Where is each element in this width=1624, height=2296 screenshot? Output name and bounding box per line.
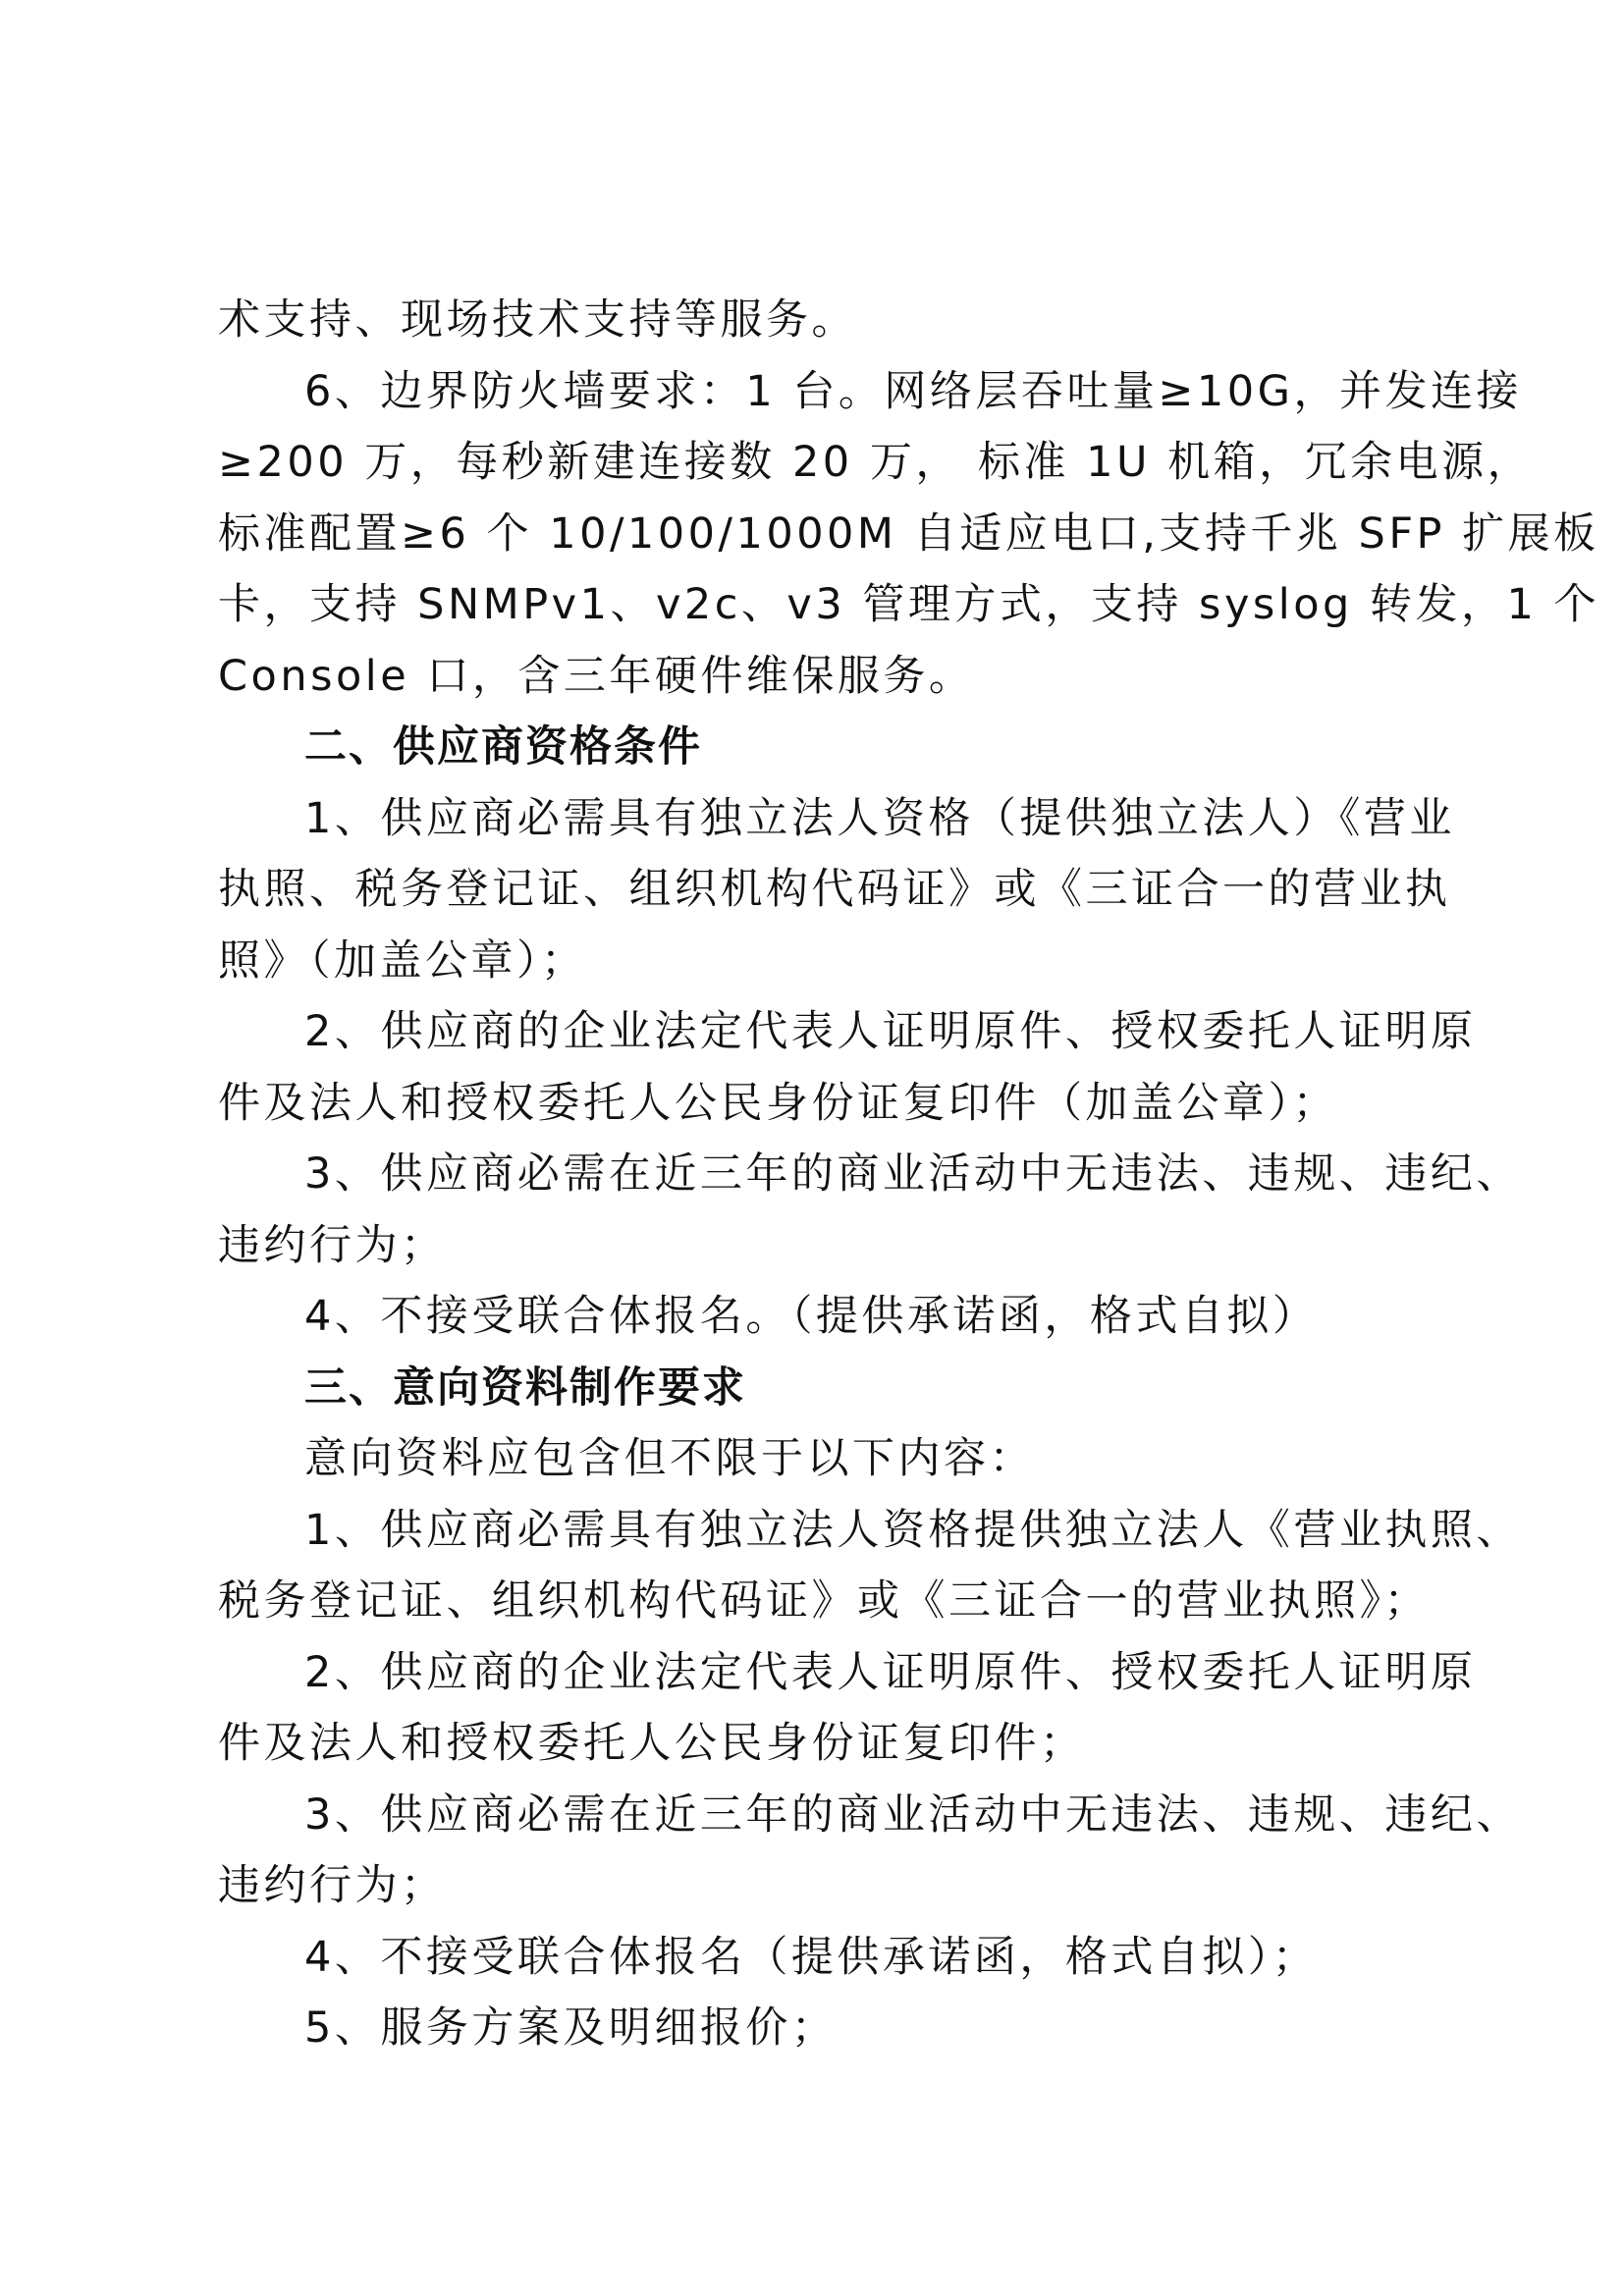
section-heading-supplier-qualifications: 二、供应商资格条件: [304, 722, 702, 772]
requirement-item-2-cont: 件及法人和授权委托人公民身份证复印件；: [218, 1719, 1086, 1768]
item-firewall-requirement-cont: ≥200 万，每秒新建连接数 20 万， 标准 1U 机箱，冗余电源，: [218, 438, 1534, 487]
qualification-item-1-cont: 照》（加盖公章）；: [218, 935, 587, 986]
requirement-item-2: 2、供应商的企业法定代表人证明原件、授权委托人证明原: [304, 1647, 1477, 1697]
document-body: [218, 285, 1600, 2064]
item-firewall-requirement-cont: 标准配置≥6 个 10/100/1000M 自适应电口,支持千兆 SFP 扩展板: [218, 508, 1599, 559]
item-firewall-requirement: 6、边界防火墙要求：1 台。网络层吞吐量≥10G，并发连接: [304, 366, 1522, 416]
qualification-item-3-cont: 违约行为；: [218, 1220, 447, 1270]
qualification-item-4: 4、不接受联合体报名。（提供承诺函，格式自拟）: [304, 1292, 1319, 1341]
section-heading-document-requirements: 三、意向资料制作要求: [304, 1362, 746, 1413]
qualification-item-1: 1、供应商必需具有独立法人资格（提供独立法人）《营业: [304, 793, 1455, 843]
item-firewall-requirement-cont: Console 口，含三年硬件维保服务。: [218, 651, 975, 701]
qualification-item-1-cont: 执照、税务登记证、组织机构代码证》或《三证合一的营业执: [218, 865, 1451, 914]
qualification-item-2-cont: 件及法人和授权委托人公民身份证复印件（加盖公章）；: [218, 1078, 1338, 1128]
item-firewall-requirement-cont: 卡，支持 SNMPv1、v2c、v3 管理方式，支持 syslog 转发，1 个: [218, 580, 1600, 629]
qualification-item-2: 2、供应商的企业法定代表人证明原件、授权委托人证明原: [304, 1007, 1477, 1056]
requirement-item-3: 3、供应商必需在近三年的商业活动中无违法、违规、违纪、: [304, 1789, 1522, 1840]
requirement-item-5: 5、服务方案及明细报价；: [304, 2003, 838, 2053]
requirement-item-4: 4、不接受联合体报名（提供承诺函，格式自拟）；: [304, 1932, 1319, 1982]
requirements-intro: 意向资料应包含但不限于以下内容：: [304, 1434, 1035, 1483]
requirement-item-1: 1、供应商必需具有独立法人资格提供独立法人《营业执照、: [304, 1505, 1522, 1555]
requirement-item-3-cont: 违约行为；: [218, 1861, 447, 1910]
paragraph-continuation: 术支持、现场技术支持等服务。: [218, 295, 857, 345]
requirement-item-1-cont: 税务登记证、组织机构代码证》或《三证合一的营业执照》；: [218, 1576, 1430, 1626]
qualification-item-3: 3、供应商必需在近三年的商业活动中无违法、违规、违纪、: [304, 1149, 1522, 1199]
